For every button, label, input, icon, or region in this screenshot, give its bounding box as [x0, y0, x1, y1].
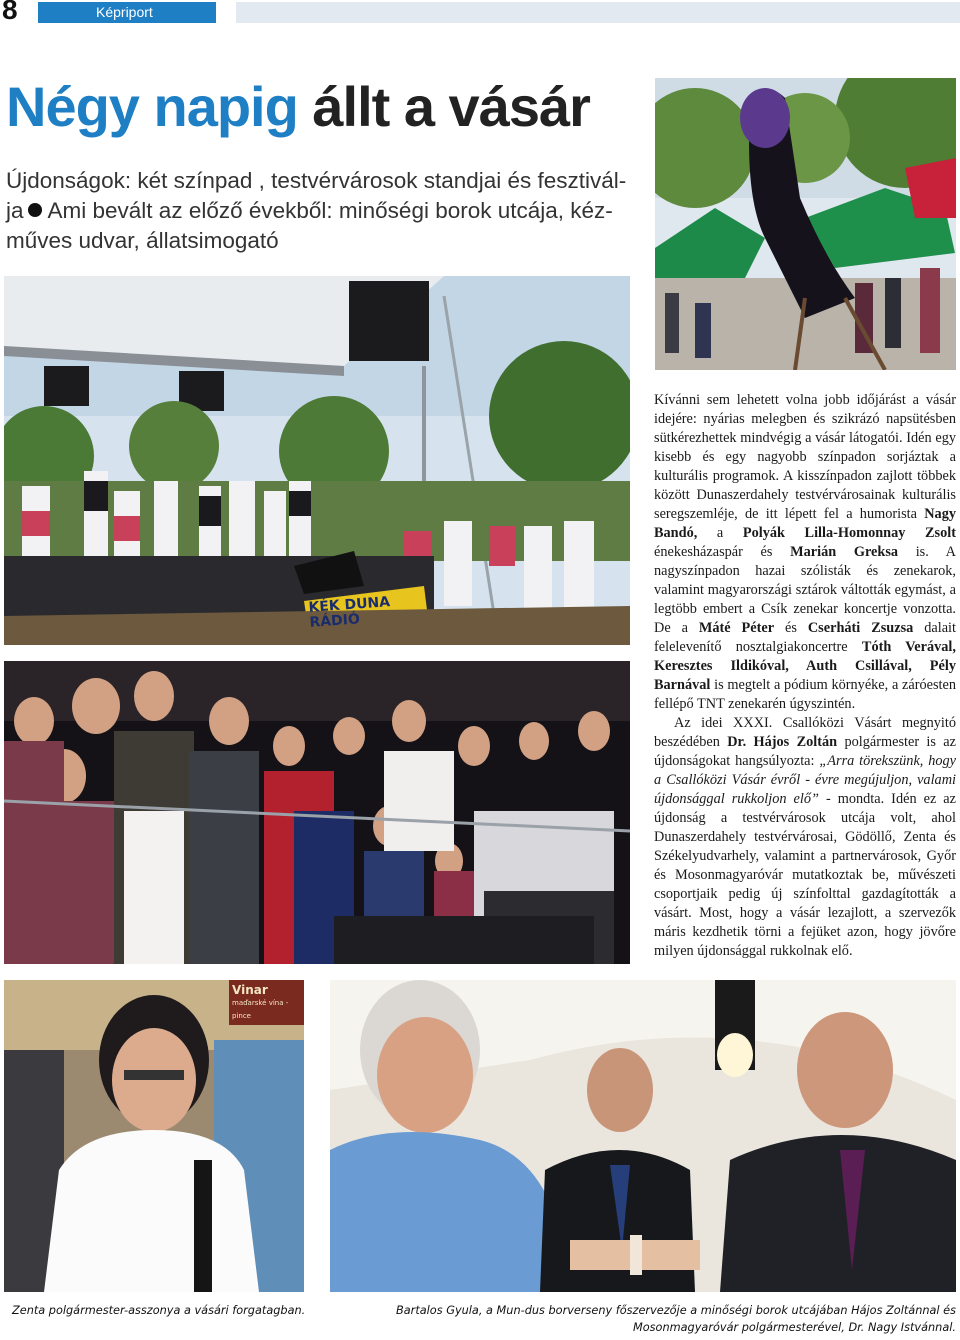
stage-banner-line-2: RÁDIÓ	[309, 611, 361, 631]
header-rule	[236, 2, 960, 23]
zenta-mayor-image	[4, 980, 304, 1292]
photo-stilt-walker	[655, 78, 956, 370]
stilt-walker-image	[655, 78, 956, 370]
name-mate-peter: Máté Péter	[698, 620, 775, 636]
headline-part-2: állt a vásár	[297, 75, 590, 138]
article-paragraph-1	[654, 391, 956, 714]
subhead-line-2b: Ami bevált az előző évekből: minőségi borok utcája, kéz-	[47, 198, 613, 223]
text-run: Az idei XXXI. Csallóközi Vásárt megnyitó beszédében	[654, 715, 956, 750]
mayor-quote: „Arra törekszünk, hogy a Csallóközi Vásár évről - évre megújuljon, valami újdonsággal rukkoljon elő”	[654, 753, 957, 807]
article-body	[654, 391, 956, 961]
stall-sign	[232, 984, 304, 1023]
headline-part-1: Négy napig	[6, 75, 298, 138]
text-run: Kívánni sem lehetett volna jobb időjárást a vásár idejére: nyárias melegben és szikrázó napsütésben sütkérezhettek mindvégig a vásár látogatói. Idén egy kisebb és egy nagyobb színpadon sorjáztak a kulturális programok. A kisszínpadon zajlott többek között Dunaszerdahely testvérvárosainak kulturális seregszemléje, de itt lépett fel a humorista	[654, 392, 956, 522]
section-label: Képriport	[96, 4, 153, 20]
name-cserhati-zsuzsa: Cserháti Zsuzsa	[807, 620, 914, 636]
stall-sign-line-2: maďarské vína - pince	[232, 999, 289, 1020]
name-hajos-zoltan: Dr. Hájos Zoltán	[727, 734, 838, 750]
caption-right: Bartalos Gyula, a Mun-dus borverseny főszervezője a minőségi borok utcájában Hájos Zoltánnal és Mosonmagyaróvár polgármesterével, Dr. Nagy Istvánnal.	[396, 1304, 956, 1334]
text-run: énekesházaspár és	[654, 544, 791, 560]
text-run: - mondta. Idén ez az újdonság a testvérvárosok utcája volt, ahol Dunaszerdahely testvérvárosai, Gödöllő, Zenta és Székelyudvarhely, valamint a partnervárosok, Győr és Mosonmagyaróvár mutatkoztak be, művészeti csoportjaik pedig új színfolttal gazdagították a vásárt. Most, hogy a vásár lezajlott, a szervezők máris kezdhetik törni a fejüket azon, hogy jövőre milyen újdonsággal rukkolnak elő.	[654, 791, 956, 959]
stage-dancers-image	[4, 276, 630, 645]
stage-banner-line-1: KÉK DUNA	[307, 594, 391, 616]
stall-sign-line-1: Vinar	[232, 983, 268, 997]
wine-tasting-image	[330, 980, 956, 1292]
audience-crowd-image	[4, 661, 630, 964]
name-marian-greksa: Marián Greksa	[790, 544, 899, 560]
headline	[6, 74, 590, 139]
subhead-line-1: Újdonságok: két színpad , testvérvárosok standjai és fesztivál-	[6, 168, 627, 193]
subheadline	[6, 166, 646, 256]
article-paragraph-2	[654, 714, 956, 961]
photo-zenta-mayor	[4, 980, 304, 1292]
name-nagy-bando: Nagy Bandó,	[654, 506, 956, 541]
name-polyak-homonnay: Polyák Lilla-Homonnay Zsolt	[742, 525, 956, 541]
caption-left: Zenta polgármester-asszonya a vásári forgatagban.	[12, 1304, 306, 1317]
text-run: polgármester is az újdonságokat hangsúlyozta:	[654, 734, 956, 769]
photo-stage-dancers	[4, 276, 630, 645]
text-run: is. A nagyszínpadon hazai szólisták és zenekarok, valamint magyarországi sztárok váltották egymást, a legtöbb embert a Csík zenekar koncertje vonzotta. De a	[654, 544, 957, 636]
bullet-icon	[28, 203, 42, 217]
photo-audience-crowd	[4, 661, 630, 964]
page-number: 8	[2, 0, 18, 25]
text-run: is megtelt a pódium környéke, a záróesten fellépő TNT zenekarén úgyszintén.	[654, 677, 956, 712]
stage-banner	[308, 595, 392, 631]
photo-wine-tasting	[330, 980, 956, 1292]
subhead-line-2a: ja	[6, 198, 24, 223]
subhead-line-3: műves udvar, állatsimogató	[6, 228, 279, 253]
text-run: dalait felelevenítő nosztalgiakoncertre	[654, 620, 956, 655]
text-run: a	[697, 525, 743, 541]
names-concert-performers: Tóth Verával, Keresztes Ildikóval, Auth Csillával, Pély Barnával	[654, 639, 956, 693]
text-run: és	[774, 620, 808, 636]
